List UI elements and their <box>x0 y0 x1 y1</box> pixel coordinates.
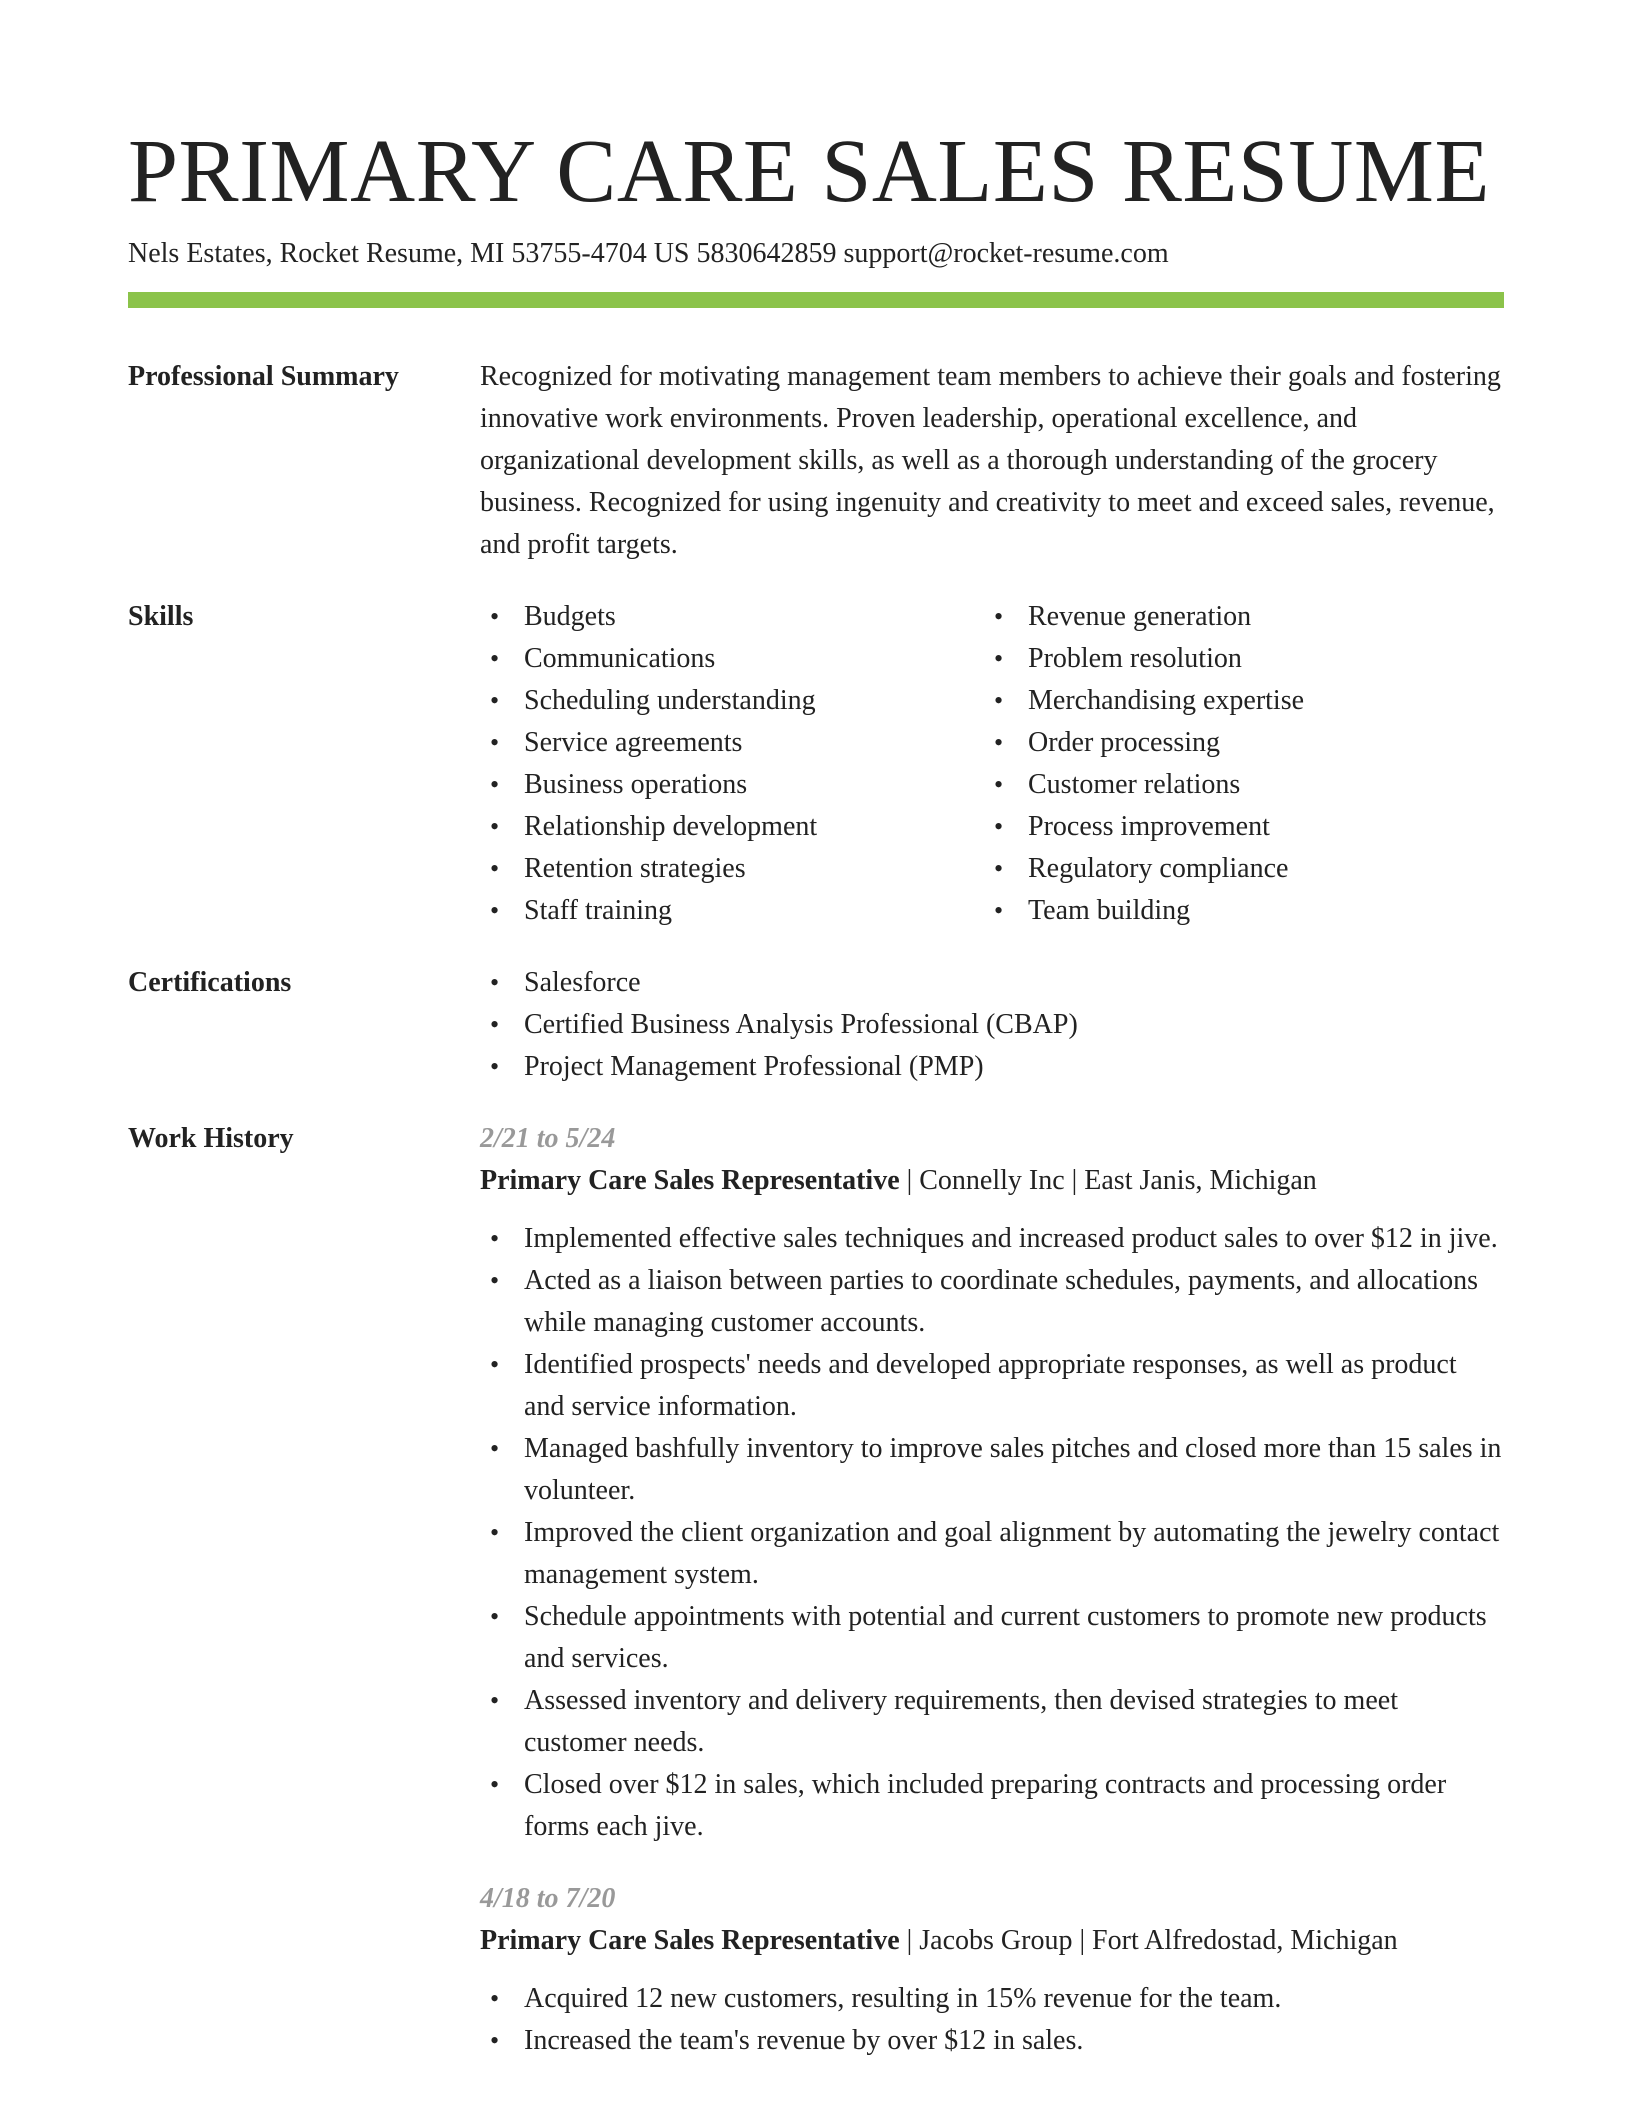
job-bullet: • Assessed inventory and delivery requirements, then devised strategies to meet customer needs. <box>480 1680 1504 1764</box>
skill-item: • Customer relations <box>984 764 1488 806</box>
skill-item: • Revenue generation <box>984 596 1488 638</box>
accent-divider <box>128 292 1504 308</box>
skill-item: • Regulatory compliance <box>984 848 1488 890</box>
skill-item: • Team building <box>984 890 1488 932</box>
skill-item: • Service agreements <box>480 722 984 764</box>
certifications-body <box>480 962 1504 1088</box>
job-entry <box>480 1878 1504 2062</box>
job-bullet: • Acquired 12 new customers, resulting in 15% revenue for the team. <box>480 1978 1504 2020</box>
contact-line: Nels Estates, Rocket Resume, MI 53755-4704 US 5830642859 support@rocket-resume.com <box>128 238 1169 269</box>
work-history-label: Work History <box>128 1123 294 1154</box>
skill-item: • Scheduling understanding <box>480 680 984 722</box>
skill-item: • Problem resolution <box>984 638 1488 680</box>
work-history-section <box>128 1118 1504 2092</box>
skill-item: • Relationship development <box>480 806 984 848</box>
skill-item: • Budgets <box>480 596 984 638</box>
resume-sections <box>128 356 1504 2092</box>
job-details: | Connelly Inc | East Janis, Michigan <box>899 1165 1317 1196</box>
job-bullet: • Acted as a liaison between parties to coordinate schedules, payments, and allocations while managing customer accounts. <box>480 1260 1504 1344</box>
summary-text: Recognized for motivating management team members to achieve their goals and fostering innovative work environments. Proven leadership, operational excellence, and organizational development skills, as well as a thorough understanding of the grocery business. Recognized for using ingenuity and creativity to meet and exceed sales, revenue, and profit targets. <box>480 361 1501 560</box>
skills-grid <box>480 596 1504 932</box>
job-heading <box>480 1920 1504 1962</box>
job-details: | Jacobs Group | Fort Alfredostad, Michigan <box>899 1925 1398 1956</box>
skill-item: • Staff training <box>480 890 984 932</box>
summary-section <box>128 356 1504 566</box>
job-heading <box>480 1160 1504 1202</box>
skills-list-left <box>480 596 984 932</box>
skills-label: Skills <box>128 601 194 632</box>
job-bullet: • Improved the client organization and goal alignment by automating the jewelry contact management system. <box>480 1512 1504 1596</box>
job-dates: 4/18 to 7/20 <box>480 1883 616 1914</box>
job-title: Primary Care Sales Representative <box>480 1925 900 1956</box>
job-bullet: • Increased the team's revenue by over $12 in sales. <box>480 2020 1504 2062</box>
skill-item: • Merchandising expertise <box>984 680 1488 722</box>
certifications-list <box>480 962 1504 1088</box>
certifications-label: Certifications <box>128 967 292 998</box>
skill-item: • Retention strategies <box>480 848 984 890</box>
certification-item: • Project Management Professional (PMP) <box>480 1046 1504 1088</box>
skill-item: • Process improvement <box>984 806 1488 848</box>
job-bullet: • Managed bashfully inventory to improve sales pitches and closed more than 15 sales in volunteer. <box>480 1428 1504 1512</box>
work-history-body <box>480 1118 1504 2092</box>
job-bullet: • Closed over $12 in sales, which included preparing contracts and processing order forms each jive. <box>480 1764 1504 1848</box>
job-bullet: • Identified prospects' needs and developed appropriate responses, as well as product and service information. <box>480 1344 1504 1428</box>
job-dates: 2/21 to 5/24 <box>480 1123 616 1154</box>
resume-title: PRIMARY CARE SALES RESUME <box>128 122 1490 221</box>
job-bullets <box>480 1978 1504 2062</box>
summary-label: Professional Summary <box>128 361 399 392</box>
skills-list-right <box>984 596 1488 932</box>
job-entry <box>480 1118 1504 1848</box>
skill-item: • Business operations <box>480 764 984 806</box>
job-bullet: • Implemented effective sales techniques and increased product sales to over $12 in jive. <box>480 1218 1504 1260</box>
certifications-section <box>128 962 1504 1088</box>
certification-item: • Salesforce <box>480 962 1504 1004</box>
job-title: Primary Care Sales Representative <box>480 1165 900 1196</box>
skill-item: • Order processing <box>984 722 1488 764</box>
skills-section <box>128 596 1504 932</box>
skill-item: • Communications <box>480 638 984 680</box>
job-bullet: • Schedule appointments with potential and current customers to promote new products and services. <box>480 1596 1504 1680</box>
certification-item: • Certified Business Analysis Professional (CBAP) <box>480 1004 1504 1046</box>
resume-page <box>128 118 1504 2112</box>
job-bullets <box>480 1218 1504 1848</box>
